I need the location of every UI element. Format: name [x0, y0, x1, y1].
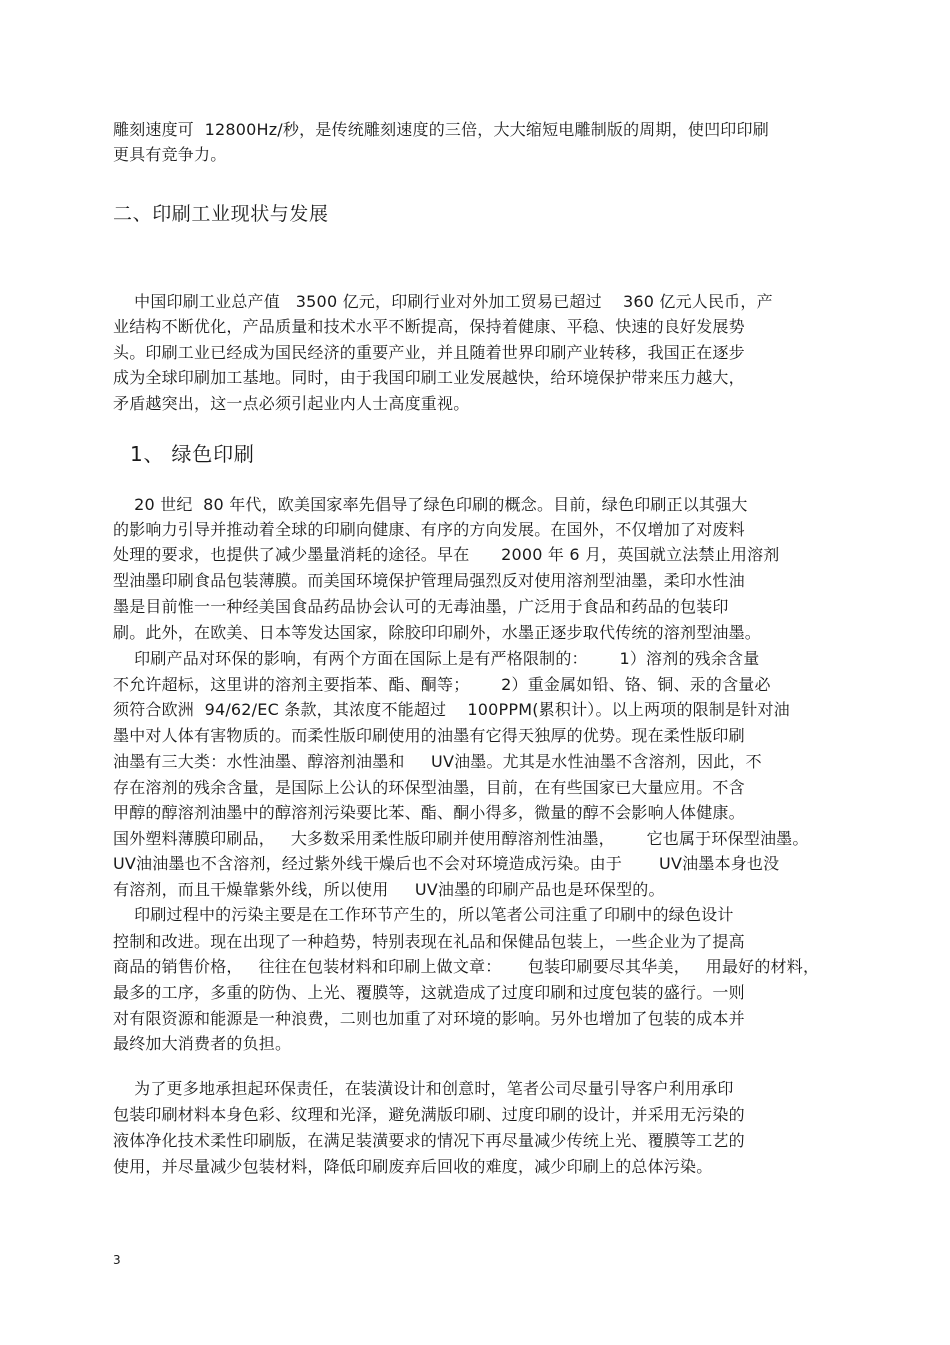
- text-line: 刷。此外，在欧美、日本等发达国家，除胶印印刷外，水墨正逐步取代传统的溶剂型油墨。: [113, 623, 762, 642]
- text-line: 甲醇的醇溶剂油墨中的醇溶剂污染要比苯、酯、酮小得多，微量的醇不会影响人体健康。: [113, 803, 745, 822]
- text-line: 为了更多地承担起环保责任，在装潢设计和创意时，笔者公司尽量引导客户利用承印: [113, 1079, 734, 1098]
- text-line: 不允许超标，这里讲的溶剂主要指苯、酯、酮等； 2）重金属如铅、铬、铜、汞的含量必: [113, 675, 771, 694]
- text-line: 的影响力引导并推动着全球的印刷向健康、有序的方向发展。在国外，不仅增加了对废料: [113, 520, 745, 539]
- text-line: 20 世纪 80 年代，欧美国家率先倡导了绿色印刷的概念。目前，绿色印刷正以其强大: [113, 495, 748, 514]
- text-line: 业结构不断优化，产品质量和技术水平不断提高，保持着健康、平稳、快速的良好发展势: [113, 317, 745, 336]
- text-line: 头。印刷工业已经成为国民经济的重要产业，并且随着世界印刷产业转移，我国正在逐步: [113, 343, 745, 362]
- text-line: 使用，并尽量减少包装材料，降低印刷废弃后回收的难度，减少印刷上的总体污染。: [113, 1157, 713, 1176]
- text-line: 中国印刷工业总产值 3500 亿元，印刷行业对外加工贸易已超过 360 亿元人民币，产: [113, 292, 773, 311]
- text-line: 型油墨印刷食品包装薄膜。而美国环境保护管理局强烈反对使用溶剂型油墨，柔印水性油: [113, 571, 745, 590]
- text-line: 对有限资源和能源是一种浪费，二则也加重了对环境的影响。另外也增加了包装的成本并: [113, 1009, 745, 1028]
- text-line: 商品的销售价格， 往往在包装材料和印刷上做文章： 包装印刷要尽其华美， 用最好的材料，: [113, 957, 820, 976]
- text-line: 成为全球印刷加工基地。同时，由于我国印刷工业发展越快，给环境保护带来压力越大，: [113, 368, 745, 387]
- text-line: 国外塑料薄膜印刷品， 大多数采用柔性版印刷并使用醇溶剂性油墨， 它也属于环保型油墨。: [113, 829, 809, 848]
- text-line: 有溶剂，而且干燥靠紫外线，所以使用 UV油墨的印刷产品也是环保型的。: [113, 880, 665, 899]
- text-line: 最多的工序，多重的防伪、上光、覆膜等，这就造成了过度印刷和过度包装的盛行。一则: [113, 983, 745, 1002]
- text-line: 最终加大消费者的负担。: [113, 1034, 292, 1053]
- text-line: 控制和改进。现在出现了一种趋势，特别表现在礼品和保健品包装上，一些企业为了提高: [113, 932, 745, 951]
- text-line: 液体净化技术柔性印刷版，在满足装潢要求的情况下再尽量减少传统上光、覆膜等工艺的: [113, 1131, 745, 1150]
- subsection-heading: 1、 绿色印刷: [130, 442, 255, 466]
- section-heading: 二、印刷工业现状与发展: [113, 203, 329, 225]
- text-line: 墨中对人体有害物质的。而柔性版印刷使用的油墨有它得天独厚的优势。现在柔性版印刷: [113, 726, 745, 745]
- text-line: 矛盾越突出，这一点必须引起业内人士高度重视。: [113, 394, 470, 413]
- text-line: 印刷过程中的污染主要是在工作环节产生的，所以笔者公司注重了印刷中的绿色设计: [113, 905, 734, 924]
- text-line: 存在溶剂的残余含量，是国际上公认的环保型油墨，目前，在有些国家已大量应用。不含: [113, 778, 745, 797]
- text-line: 墨是目前惟一一种经美国食品药品协会认可的无毒油墨，广泛用于食品和药品的包装印: [113, 597, 729, 616]
- text-line: UV油油墨也不含溶剂，经过紫外线干燥后也不会对环境造成污染。由于 UV油墨本身也没: [113, 854, 780, 873]
- text-line: 油墨有三大类：水性油墨、醇溶剂油墨和 UV油墨。尤其是水性油墨不含溶剂，因此，不: [113, 752, 762, 771]
- text-line: 雕刻速度可 12800Hz/秒，是传统雕刻速度的三倍，大大缩短电雕制版的周期，使凹印印刷: [113, 120, 769, 139]
- text-line: 更具有竞争力。: [113, 145, 227, 164]
- page-number: 3: [113, 1253, 121, 1267]
- text-line: 包装印刷材料本身色彩、纹理和光泽，避免满版印刷、过度印刷的设计，并采用无污染的: [113, 1105, 745, 1124]
- text-line: 印刷产品对环保的影响，有两个方面在国际上是有严格限制的： 1）溶剂的残余含量: [113, 649, 760, 668]
- text-line: 处理的要求，也提供了减少墨量消耗的途径。早在 2000 年 6 月，英国就立法禁止用溶剂: [113, 545, 780, 564]
- text-line: 须符合欧洲 94/62/EC 条款，其浓度不能超过 100PPM(累积计）。以上两项的限制是针对油: [113, 700, 790, 719]
